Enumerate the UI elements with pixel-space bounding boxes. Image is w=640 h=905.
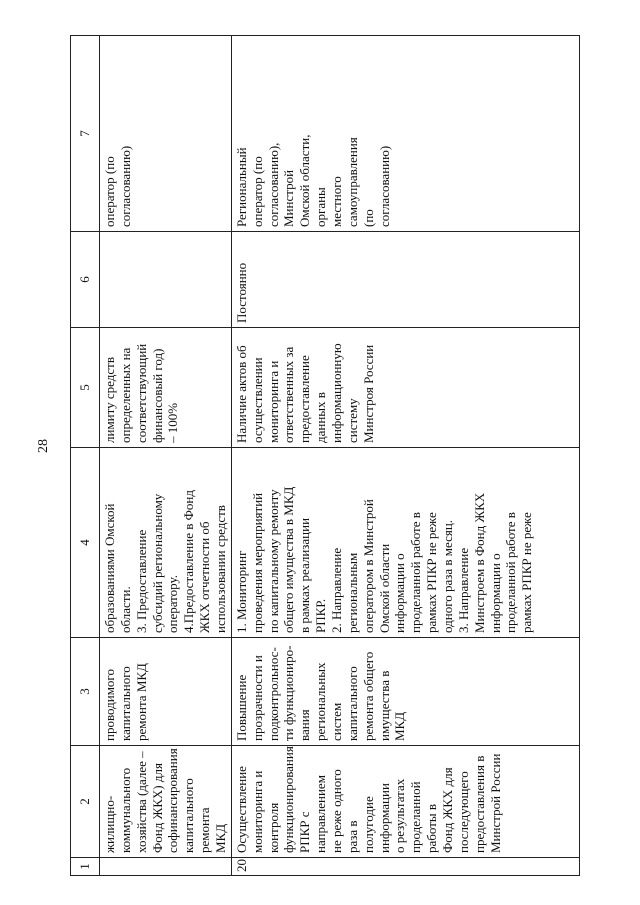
activities-table [70,35,580,876]
row-number [100,858,232,876]
rotated-table-frame [70,36,580,876]
steps-cell: 1. Мониторинг проведения мероприятий по капитальному ремонту общего имущества в МКД в рамках реализации РПКР. 2. Направление региональным оператором в Минстрой Омской области информации о проделанной работе в рамках РПКР не реже одного раза в месяц. 3. Направление Минстроем в Фонд ЖКХ информации о проделанной работе в рамках РПКР не реже [231,448,579,638]
column-header-2: 2 [71,746,100,858]
header-row [71,36,100,876]
deadline-cell [100,232,232,328]
deadline-cell: Постоянно [231,232,579,328]
responsible-cell: Региональный оператор (по согласованию), Минстрой Омской области, органы местного самоуправления (по согласованию) [231,36,579,232]
table-row [231,36,579,876]
steps-cell: образованиями Омской области. 3. Предоставление субсидий региональному оператору. 4.Предоставление в Фонд ЖКХ отчетности об использовании средств [100,448,232,638]
column-header-3: 3 [71,638,100,746]
row-number: 20 [231,858,579,876]
column-header-7: 7 [71,36,100,232]
indicator-cell: Наличие актов об осуществлении мониторинга и ответственных за предоставление данных в информационную систему Минстроя России [231,328,579,448]
responsible-cell: оператор (по согласованию) [100,36,232,232]
table-row [100,36,232,876]
page-number: 28 [36,439,51,453]
activity-cell: Осуществление мониторинга и контроля функционирования РПКР с направлением не реже одного раза в полугодие информации о результатах проделанной работы в Фонд ЖКХ для последующего предоставления в Минстрой России [231,746,579,858]
column-header-5: 5 [71,328,100,448]
column-header-6: 6 [71,232,100,328]
goal-cell: Повышение прозрачности и подконтрольнос- ти функциониро- вания региональных систем капитального ремонта общего имущества в МКД [231,638,579,746]
table-container [70,16,580,876]
goal-cell: проводимого капитального ремонта МКД [100,638,232,746]
activity-cell: жилищно- коммунального хозяйства (далее – Фонд ЖКХ) для софинансирования капитального ремонта МКД [100,746,232,858]
column-header-1: 1 [71,858,100,876]
indicator-cell: лимиту средств определенных на соответствующий финансовый год) – 100% [100,328,232,448]
column-header-4: 4 [71,448,100,638]
